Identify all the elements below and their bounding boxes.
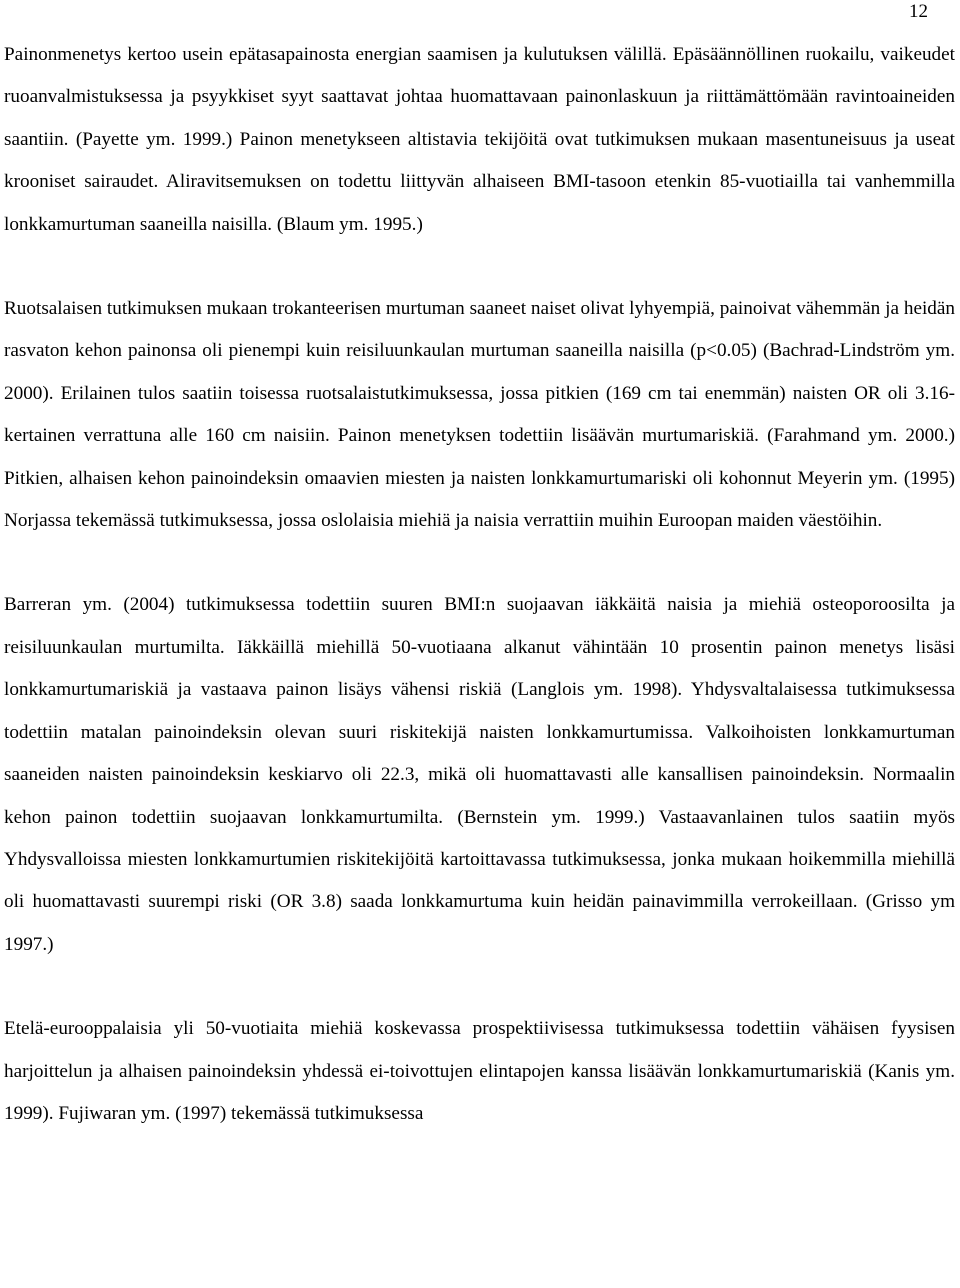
paragraph-swedish-study: Ruotsalaisen tutkimuksen mukaan trokanteerisen murtuman saaneet naiset olivat lyhyempiä, painoivat vähemmän ja heidän rasvaton kehon painonsa oli pienempi kuin reisiluunkaulan murtuman saaneilla naisilla (p<0.05) (Bachrad-Lindström ym. 2000). Erilainen tulos saatiin toisessa ruotsalaistutkimuksessa, jossa pitkien (169 cm tai enemmän) naisten OR oli 3.16-kertainen verrattuna alle 160 cm naisiin. Painon menetyksen todettiin lisäävän murtumariskiä. (Farahmand ym. 2000.) Pitkien, alhaisen kehon painoindeksin omaavien miesten ja naisten lonkkamurtumariski oli kohonnut Meyerin ym. (1995) Norjassa tekemässä tutkimuksessa, jossa oslolaisia miehiä ja naisia verrattiin muihin Euroopan maiden väestöihin.	[4, 298, 955, 532]
document-body	[4, 34, 955, 1135]
paragraph-weight-loss: Painonmenetys kertoo usein epätasapainosta energian saamisen ja kulutuksen välillä. Epäsäännöllinen ruokailu, vaikeudet ruoanvalmistuksessa ja psyykkiset syyt saattavat johtaa huomattavaan painonlaskuun ja riittämättömään ravintoaineiden saantiin. (Payette ym. 1999.) Painon menetykseen altistavia tekijöitä ovat tutkimuksen mukaan masentuneisuus ja useat krooniset sairaudet. Aliravitsemuksen on todettu liittyvän alhaiseen BMI-tasoon etenkin 85-vuotiailla tai vanhemmilla lonkkamurtuman saaneilla naisilla. (Blaum ym. 1995.)	[4, 44, 955, 235]
page-number: 12	[909, 1, 928, 22]
paragraph-southern-european-study: Etelä-eurooppalaisia yli 50-vuotiaita miehiä koskevassa prospektiivisessa tutkimuksessa todettiin vähäisen fyysisen harjoittelun ja alhaisen painoindeksin yhdessä ei-toivottujen elintapojen kanssa lisäävän lonkkamurtumariskiä (Kanis ym. 1999). Fujiwaran ym. (1997) tekemässä tutkimuksessa	[4, 1018, 955, 1124]
paragraph-barrera-study: Barreran ym. (2004) tutkimuksessa todettiin suuren BMI:n suojaavan iäkkäitä naisia ja miehiä osteoporoosilta ja reisiluunkaulan murtumilta. Iäkkäillä miehillä 50-vuotiaana alkanut vähintään 10 prosentin painon menetys lisäsi lonkkamurtumariskiä ja vastaava painon lisäys vähensi riskiä (Langlois ym. 1998). Yhdysvaltalaisessa tutkimuksessa todettiin matalan painoindeksin olevan suuri riskitekijä naisten lonkkamurtumissa. Valkoihoisten lonkkamurtuman saaneiden naisten painoindeksin keskiarvo oli 22.3, mikä oli huomattavasti alle kansallisen painoindeksin. Normaalin kehon painon todettiin suojaavan lonkkamurtumilta. (Bernstein ym. 1999.) Vastaavanlainen tulos saatiin myös Yhdysvalloissa miesten lonkkamurtumien riskitekijöitä kartoittavassa tutkimuksessa, jonka mukaan hoikemmilla miehillä oli huomattavasti suurempi riski (OR 3.8) saada lonkkamurtuma kuin heidän painavimmilla verrokeillaan. (Grisso ym 1997.)	[4, 594, 955, 955]
